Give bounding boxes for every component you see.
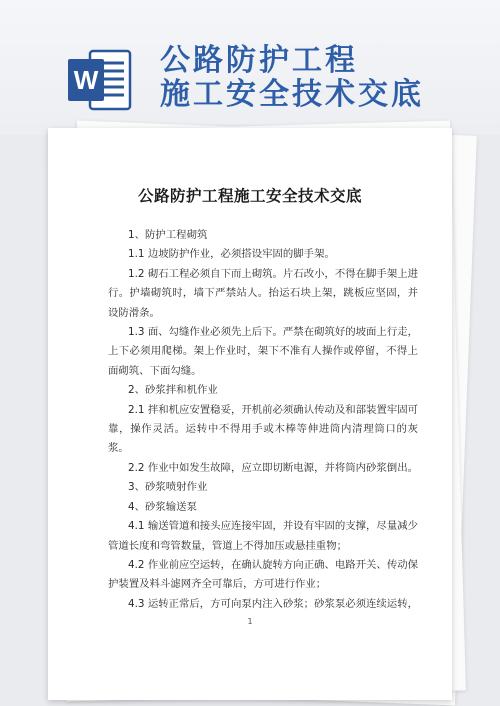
paragraph: 1.3 面、勾缝作业必须先上后下。严禁在砌筑好的坡面上行走，上下必须用爬梯。架上作业时，架下不准有人操作或停留，不得上面砌筑、下面勾缝。 (108, 326, 418, 377)
paragraph: 4.2 作业前应空运转，在确认旋转方向正确、电路开关、传动保护装置及料斗滤网齐全可靠后，方可进行作业； (108, 558, 418, 591)
banner-title (160, 44, 490, 112)
paragraph: 4、砂浆输送泵 (128, 500, 197, 513)
paragraph: 4.3 运转正常后，方可向泵内注入砂浆；砂浆泵必须连续运转， (128, 597, 418, 610)
paragraph: 2、砂浆拌和机作业 (128, 384, 218, 397)
paragraph: 3、砂浆喷射作业 (128, 481, 208, 494)
banner-title-line2: 施工安全技术交底 (160, 77, 424, 112)
paragraph: 2.1 拌和机应安置稳妥，开机前必须确认传动及和部装置牢固可靠，操作灵活。运转中不得用手或木棒等伸进筒内清理筒口的灰浆。 (108, 403, 418, 455)
banner-title-line1: 公路防护工程 (160, 43, 358, 78)
word-logo-letter: W (73, 65, 99, 95)
paragraph: 1.2 砌石工程必须自下而上砌筑。片石改小，不得在脚手架上进行。护墙砌筑时，墙下严禁站人。抬运石块上架，跳板应坚固，并设防滑条。 (108, 267, 418, 319)
paragraph: 2.2 作业中如发生故障，应立即切断电源，并将筒内砂浆倒出。 (128, 461, 418, 474)
document-page (48, 128, 452, 700)
paragraph: 4.1 输送管道和接头应连接牢固，并设有牢固的支撑，尽量减少管道长度和弯管数量，管道上不得加压或悬挂重物； (108, 520, 418, 552)
banner (0, 0, 500, 135)
document-body (108, 226, 418, 614)
document-title: 公路防护工程施工安全技术交底 (137, 187, 362, 205)
page-number: 1 (247, 617, 253, 626)
paragraph: 1.1 边坡防护作业，必须搭设牢固的脚手架。 (128, 248, 335, 261)
word-document-icon (66, 47, 132, 113)
paragraph: 1、防护工程砌筑 (128, 229, 208, 241)
